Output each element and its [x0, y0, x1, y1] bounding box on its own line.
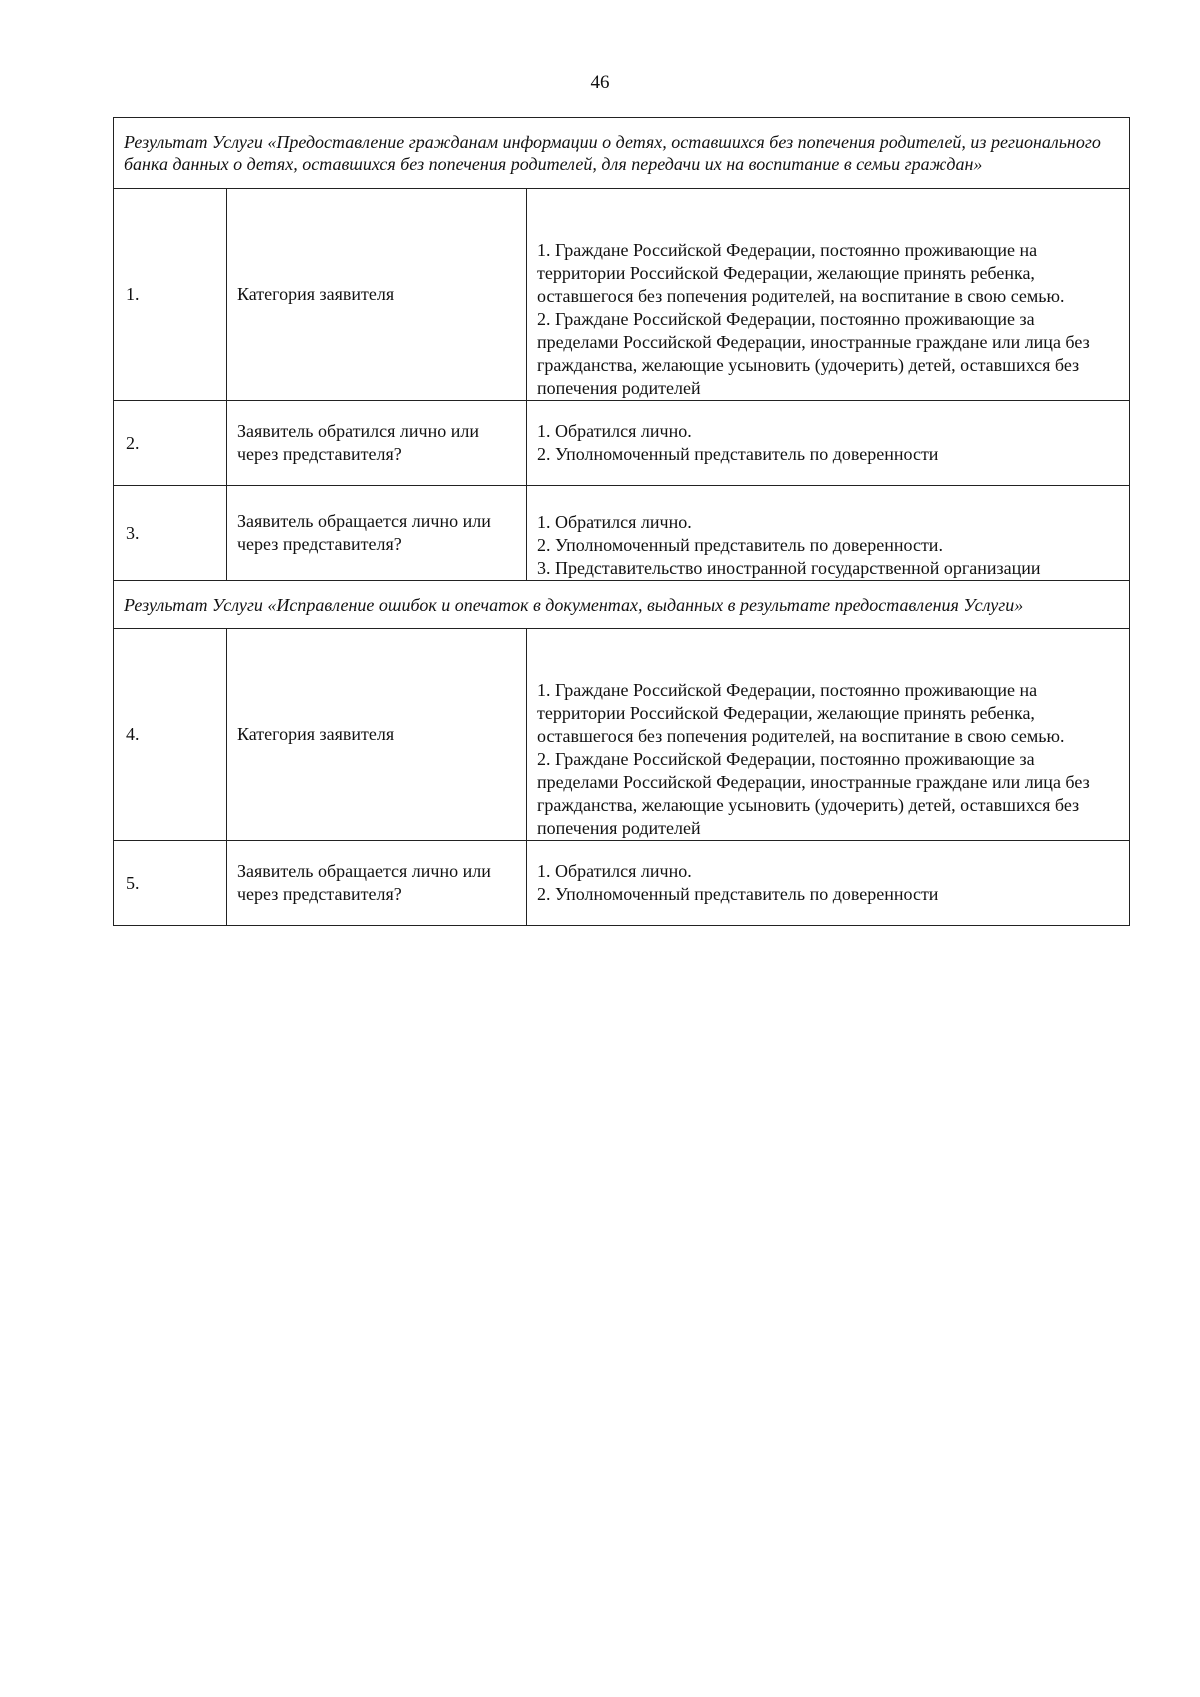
section-header: [114, 118, 1130, 189]
table-row: [114, 841, 1130, 926]
row-answer: 1. Обратился лично. 2. Уполномоченный представитель по доверенности. 3. Представительство иностранной государственной организации: [527, 486, 1130, 581]
applicant-table: [113, 117, 1130, 926]
table-row: [114, 629, 1130, 841]
row-answer: 1. Обратился лично. 2. Уполномоченный представитель по доверенности: [527, 841, 1130, 926]
row-question: Заявитель обращается лично или через представителя?: [227, 841, 527, 926]
row-question: Заявитель обращается лично или через представителя?: [227, 486, 527, 581]
row-number: 5.: [114, 841, 227, 926]
row-number: 3.: [114, 486, 227, 581]
row-question: Категория заявителя: [227, 189, 527, 401]
table-row: [114, 189, 1130, 401]
page-number: 46: [590, 72, 610, 93]
row-question: Категория заявителя: [227, 629, 527, 841]
section-title: Результат Услуги «Предоставление гражданам информации о детях, оставшихся без попечения родителей, из регионального банка данных о детях, оставшихся без попечения родителей, для передачи их на воспитание в семьи граждан»: [114, 118, 1130, 189]
table-row: [114, 486, 1130, 581]
section-title: Результат Услуги «Исправление ошибок и опечаток в документах, выданных в результате предоставления Услуги»: [114, 581, 1130, 629]
row-number: 4.: [114, 629, 227, 841]
row-answer: 1. Обратился лично. 2. Уполномоченный представитель по доверенности: [527, 401, 1130, 486]
row-question: Заявитель обратился лично или через представителя?: [227, 401, 527, 486]
row-answer: 1. Граждане Российской Федерации, постоянно проживающие на территории Российской Федерации, желающие принять ребенка, оставшегося без попечения родителей, на воспитание в свою семью. 2. Граждане Российской Федерации, постоянно проживающие за пределами Российской Федерации, иностранные граждане или лица без гражданства, желающие усыновить (удочерить) детей, оставшихся без попечения родителей: [527, 189, 1130, 401]
row-number: 1.: [114, 189, 227, 401]
section-header: [114, 581, 1130, 629]
table-row: [114, 401, 1130, 486]
row-number: 2.: [114, 401, 227, 486]
row-answer: 1. Граждане Российской Федерации, постоянно проживающие на территории Российской Федерации, желающие принять ребенка, оставшегося без попечения родителей, на воспитание в свою семью. 2. Граждане Российской Федерации, постоянно проживающие за пределами Российской Федерации, иностранные граждане или лица без гражданства, желающие усыновить (удочерить) детей, оставшихся без попечения родителей: [527, 629, 1130, 841]
